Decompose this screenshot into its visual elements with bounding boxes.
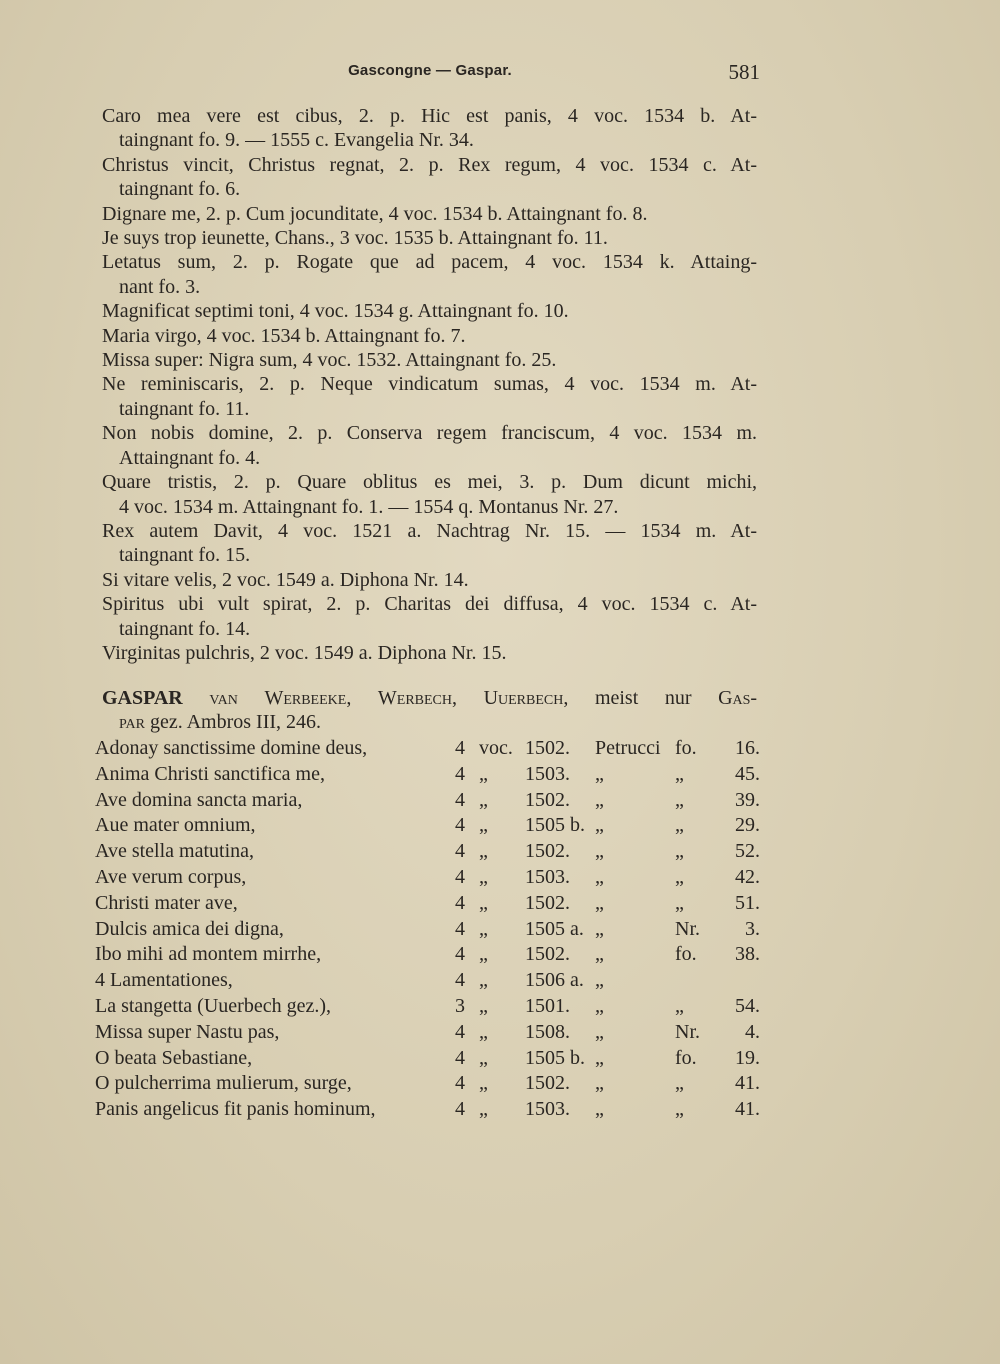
works-table [95,737,760,1124]
table-row [95,892,760,918]
entry-line: Caro mea vere est cibus, 2. p. Hic est panis, 4 voc. 1534 b. At- [102,105,757,127]
composer-short-name-b: par [119,711,145,734]
ref-type: fo. [675,943,697,966]
ref-number: 41. [735,1098,760,1121]
voc-label: „ [479,865,488,888]
entry [102,324,757,348]
entry-line: nant fo. 3. [119,275,201,298]
ref-number: 19. [735,1046,760,1069]
print-year: 1503. [525,762,570,785]
entry-line: Ne reminiscaris, 2. p. Neque vindicatum sumas, 4 voc. 1534 m. At- [102,373,757,396]
voice-count: 4 [455,891,465,914]
composer-surname: Werbeeke [264,687,347,709]
voc-label: „ [479,1020,488,1043]
voc-label: „ [479,1098,488,1121]
entry-list [102,104,757,665]
entry-line: Attaingnant fo. 4. [119,446,261,469]
work-title: Ibo mihi ad montem mirrhe, [95,943,322,966]
voc-label: „ [479,1046,488,1069]
voice-count: 4 [455,1072,465,1095]
print-year: 1505 a. [525,917,584,940]
entry-line: Christus vincit, Christus regnat, 2. p. Rex regum, 4 voc. 1534 c. At- [102,153,757,176]
entry [102,299,757,323]
composer-heading-line-2 [102,710,757,734]
table-row [95,995,760,1021]
publisher: „ [595,1020,604,1043]
print-year: 1502. [525,891,570,914]
voice-count: 4 [455,1020,465,1043]
entry-line: Non nobis domine, 2. p. Conserva regem franciscum, 4 voc. 1534 m. [102,422,757,445]
print-year: 1503. [525,1098,570,1121]
composer-variant-1: Werbech [377,687,452,709]
entry [102,641,757,665]
entry [102,348,757,372]
ref-type: „ [675,762,684,785]
ref-number: 29. [735,814,760,837]
publisher: „ [595,840,604,863]
work-title: Ave verum corpus, [95,865,247,888]
voc-label: „ [479,943,488,966]
ref-type: „ [675,814,684,837]
ref-number: 52. [735,840,760,863]
table-row [95,1098,760,1124]
ref-type: Nr. [675,1020,700,1043]
entry-line: 4 voc. 1534 m. Attaingnant fo. 1. — 1554 q. Montanus Nr. 27. [119,495,619,518]
publisher: Petrucci [595,737,661,759]
composer-note: meist nur [594,687,692,709]
print-year: 1502. [525,840,570,863]
voc-label: „ [479,891,488,914]
table-row [95,840,760,866]
entry [102,153,757,202]
ref-number: 42. [735,865,760,888]
voc-label: „ [479,814,488,837]
work-title: Anima Christi sanctifica me, [95,762,325,785]
voc-label: „ [479,969,488,992]
entry-line: taingnant fo. 14. [119,617,251,640]
print-year: 1502. [525,788,570,811]
entry [102,470,757,519]
ref-number: 39. [735,788,760,811]
table-row [95,789,760,815]
ref-number: 45. [735,762,760,785]
entry [102,592,757,641]
voice-count: 4 [455,1098,465,1121]
work-title: Christi mater ave, [95,891,238,914]
work-title: O beata Sebastiane, [95,1046,253,1069]
voc-label: „ [479,917,488,940]
entry-line: Si vitare velis, 2 voc. 1549 a. Diphona Nr. 14. [102,568,469,591]
publisher: „ [595,814,604,837]
work-title: Dulcis amica dei digna, [95,917,284,940]
table-row [95,814,760,840]
running-header [100,60,760,90]
entry-line: Virginitas pulchris, 2 voc. 1549 a. Diphona Nr. 15. [102,641,507,664]
voice-count: 4 [455,943,465,966]
ref-type: „ [675,840,684,863]
composer-short-name-a: Gas- [718,687,758,709]
voc-label: „ [479,1072,488,1095]
ref-type: „ [675,1072,684,1095]
ref-type: Nr. [675,917,700,940]
entry [102,421,757,470]
work-title: Panis angelicus fit panis hominum, [95,1098,376,1121]
publisher: „ [595,762,604,785]
entry-line: Je suys trop ieunette, Chans., 3 voc. 1535 b. Attaingnant fo. 11. [102,227,608,250]
page-number: 581 [728,60,760,84]
work-title: La stangetta (Uuerbech gez.), [95,994,331,1017]
ref-type: „ [675,1098,684,1121]
print-year: 1503. [525,865,570,888]
voice-count: 4 [455,969,465,992]
voc-label: „ [479,788,488,811]
ref-type: „ [675,891,684,914]
work-title: Missa super Nastu pas, [95,1020,280,1043]
print-year: 1505 b. [525,1046,585,1069]
entry-line: Magnificat septimi toni, 4 voc. 1534 g. Attaingnant fo. 10. [102,300,569,323]
composer-variant-2: Uuerbech [483,687,564,709]
publisher: „ [595,943,604,966]
publisher: „ [595,1046,604,1069]
ref-type: fo. [675,737,697,759]
composer-heading-line-1: GASPAR van Werbeeke, Werbech, Uuerbech, meist nur Gas- [102,687,758,709]
voice-count: 4 [455,788,465,811]
table-row [95,969,760,995]
voice-count: 4 [455,814,465,837]
entry [102,250,757,299]
entry-line: Spiritus ubi vult spirat, 2. p. Charitas dei diffusa, 4 voc. 1534 c. At- [102,593,757,616]
ref-type: fo. [675,1046,697,1069]
entry [102,372,757,421]
ref-number: 38. [735,943,760,966]
voice-count: 4 [455,865,465,888]
publisher: „ [595,1072,604,1095]
voc-label: „ [479,994,488,1017]
ref-number: 16. [735,737,760,759]
publisher: „ [595,891,604,914]
work-title: Ave domina sancta maria, [95,788,303,811]
publisher: „ [595,969,604,992]
composer-van: van [209,687,238,709]
entry-line: Letatus sum, 2. p. Rogate que ad pacem, 4 voc. 1534 k. Attaing- [102,251,757,274]
composer-heading [102,686,757,735]
voc-label: „ [479,840,488,863]
entry-line: Missa super: Nigra sum, 4 voc. 1532. Attaingnant fo. 25. [102,349,557,372]
voice-count: 3 [455,994,465,1017]
composer-reference: gez. Ambros III, 246. [149,711,322,734]
publisher: „ [595,917,604,940]
table-row [95,1021,760,1047]
ref-type: „ [675,865,684,888]
entry [102,519,757,568]
entry-line: taingnant fo. 6. [119,178,241,201]
table-row [95,737,760,763]
voice-count: 4 [455,917,465,940]
voc-label: voc. [479,737,513,759]
entry [102,202,757,226]
print-year: 1502. [525,943,570,966]
print-year: 1505 b. [525,814,585,837]
work-title: 4 Lamentationes, [95,969,233,992]
entry-line: taingnant fo. 15. [119,544,251,567]
voice-count: 4 [455,840,465,863]
table-row [95,763,760,789]
ref-number: 54. [735,994,760,1017]
print-year: 1501. [525,994,570,1017]
work-title: O pulcherrima mulierum, surge, [95,1072,352,1095]
table-row [95,918,760,944]
publisher: „ [595,994,604,1017]
ref-number: 51. [735,891,760,914]
entry-line: taingnant fo. 11. [119,397,250,420]
table-row [95,943,760,969]
running-title: Gascongne — Gaspar. [348,62,512,79]
entry-line: Quare tristis, 2. p. Quare oblitus es mei, 3. p. Dum dicunt michi, [102,471,757,494]
publisher: „ [595,1098,604,1121]
composer-name: GASPAR [102,687,183,709]
voice-count: 4 [455,1046,465,1069]
ref-type: „ [675,788,684,811]
print-year: 1506 a. [525,969,584,992]
voice-count: 4 [455,737,465,759]
entry-line: Rex autem Davit, 4 voc. 1521 a. Nachtrag Nr. 15. — 1534 m. At- [102,519,757,542]
entry-line: taingnant fo. 9. — 1555 c. Evangelia Nr. 34. [119,129,474,152]
print-year: 1502. [525,737,570,759]
print-year: 1508. [525,1020,570,1043]
table-row [95,866,760,892]
table-row [95,1047,760,1073]
publisher: „ [595,865,604,888]
entry-line: Maria virgo, 4 voc. 1534 b. Attaingnant fo. 7. [102,324,466,347]
entry-line: Dignare me, 2. p. Cum jocunditate, 4 voc. 1534 b. Attaingnant fo. 8. [102,202,648,225]
ref-type: „ [675,994,684,1017]
work-title: Aue mater omnium, [95,814,256,837]
entry [102,104,757,153]
publisher: „ [595,788,604,811]
print-year: 1502. [525,1072,570,1095]
entry [102,226,757,250]
ref-number: 4. [745,1020,760,1043]
work-title: Adonay sanctissime domine deus, [95,737,368,759]
voice-count: 4 [455,762,465,785]
voc-label: „ [479,762,488,785]
table-row [95,1072,760,1098]
work-title: Ave stella matutina, [95,840,255,863]
ref-number: 41. [735,1072,760,1095]
ref-number: 3. [745,917,760,940]
entry [102,568,757,592]
